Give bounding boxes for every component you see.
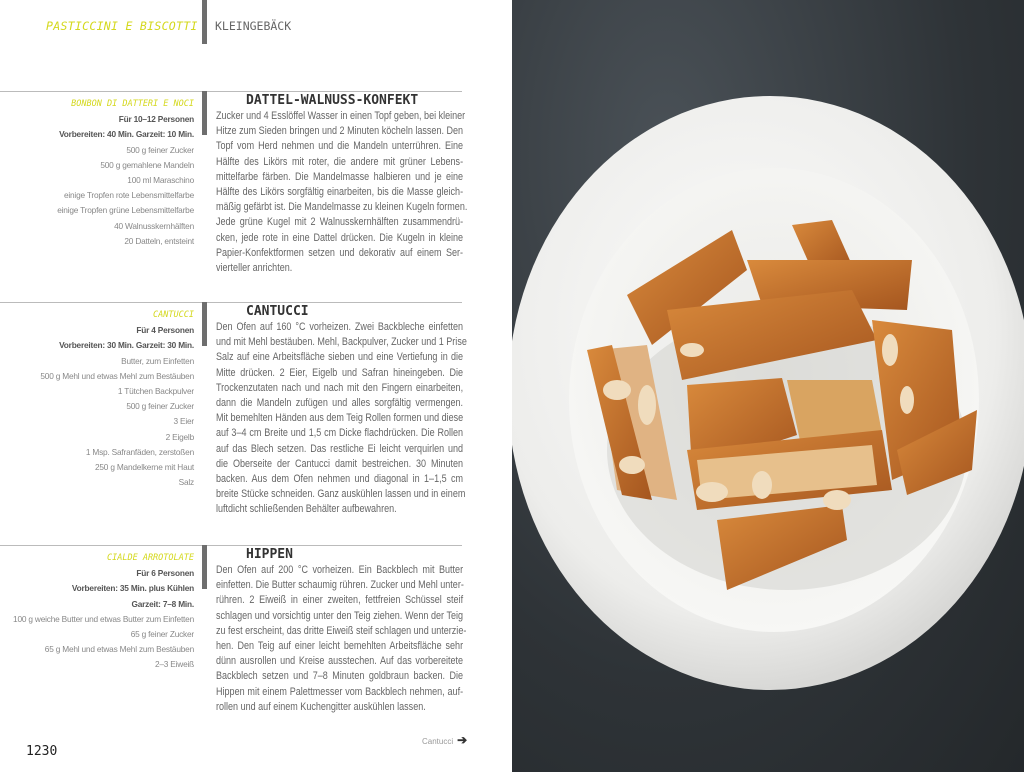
instruction-line: dann die Mandeln zufügen und alles sorgfältig vermengen. — [216, 397, 464, 410]
instruction-line: Den Ofen auf 160 °C vorheizen. Zwei Backbleche einfetten — [216, 321, 464, 333]
instruction-line: Mit bemehlten Händen aus dem Teig Rollen formen und diese — [216, 412, 464, 425]
instruction-line: cken, jede rote in eine Dattel drücken. Die Kugeln in kleine — [216, 231, 464, 244]
ingredient: 500 g gemahlene Mandeln — [100, 159, 194, 170]
ingredient: Salz — [178, 477, 194, 488]
recipe-info: Vorbereiten: 40 Min. Garzeit: 10 Min. — [59, 129, 194, 140]
arrow-right-icon: ➔ — [457, 733, 468, 747]
instruction-line: Jede grüne Kugel mit 2 Walnusskernhälften zusammendrü- — [216, 216, 464, 229]
recipe-info: Garzeit: 7–8 Min. — [131, 598, 194, 609]
recipe-info: Vorbereiten: 30 Min. Garzeit: 30 Min. — [59, 340, 194, 351]
instruction-line: backen. Aus dem Ofen nehmen und diagonal in 1–1,5 cm — [216, 473, 464, 486]
recipe-divider — [0, 302, 462, 303]
section-title-german: KLEINGEBÄCK — [215, 19, 292, 33]
instruction-line: Papier-Konfektformen setzen und dekorativ auf einem Ser- — [216, 246, 464, 259]
instruction-line: Den Ofen auf 200 °C vorheizen. Ein Backblech mit Butter — [216, 564, 464, 576]
ingredient: 40 Walnusskernhälften — [114, 220, 194, 231]
next-recipe-link[interactable] — [422, 733, 467, 747]
instruction-line: Hitze zum Sieden bringen und 2 Minuten köcheln lassen. Den — [216, 125, 464, 138]
instruction-line: rollen und auf einem Kuchengitter auskühlen lassen. — [216, 700, 426, 713]
recipe-title: CANTUCCI — [246, 304, 309, 319]
recipe-divider — [0, 545, 462, 546]
ingredient: 2 Eigelb — [165, 431, 194, 442]
header-divider — [202, 0, 207, 44]
instruction-line: Salz auf eine Arbeitsfläche sieben und eine Vertiefung in die — [216, 351, 464, 364]
instruction-line: Zucker und 4 Esslöffel Wasser in einen Topf geben, bei kleiner — [216, 110, 466, 122]
ingredient: einige Tropfen grüne Lebensmittelfarbe — [57, 205, 194, 216]
instruction-line: rühren. 2 Eiweiß in einer zweiten, fettfreien Schüssel steif — [216, 594, 464, 607]
instruction-line: auf das Blech setzen. Das restliche Ei leicht verquirlen und — [216, 442, 464, 455]
ingredient: 1 Tütchen Backpulver — [117, 386, 194, 397]
ingredient: 100 g weiche Butter und etwas Butter zum Einfetten — [13, 613, 194, 624]
ingredients-column — [0, 308, 194, 490]
instruction-line: Hippen mit einem Palettmesser vom Backblech nehmen, auf- — [216, 685, 464, 698]
cantucci-bowl-image — [512, 0, 1024, 772]
recipe-bar — [202, 91, 207, 135]
instruction-line: Hälfte des Likörs mit roter, die andere mit grüner Lebens- — [216, 155, 464, 168]
recipe-bar — [202, 545, 207, 589]
instruction-line: Backblech setzen und 7–8 Minuten goldbraun backen. Die — [216, 670, 464, 683]
instruction-line: Trockenzutaten nach und nach mit den Fingern einarbeiten, — [216, 381, 464, 394]
ingredient: 65 g feiner Zucker — [130, 629, 194, 640]
recipe-instructions — [216, 109, 468, 276]
recipe-name-italian: CIALDE ARROTOLATE — [107, 553, 194, 563]
recipe-instructions — [216, 320, 467, 518]
recipe-title: DATTEL-WALNUSS-KONFEKT — [246, 93, 419, 108]
instruction-line: mittelfarbe färben. Die Mandelmasse halbieren und je eine — [216, 170, 464, 183]
instruction-line: die Oberseite der Cantucci damit bestreichen. 30 Minuten — [216, 457, 464, 470]
instruction-line: vierteller anrichten. — [216, 262, 293, 275]
instruction-line: einfetten. Die Butter schaumig rühren. Zucker und Mehl unter- — [216, 579, 464, 592]
ingredient: 1 Msp. Safranfäden, zerstoßen — [85, 446, 194, 457]
recipe-bar — [202, 302, 207, 346]
recipe-info: Für 10–12 Personen — [118, 114, 194, 125]
ingredient: 250 g Mandelkerne mit Haut — [94, 462, 194, 473]
ingredient: 3 Eier — [173, 416, 194, 427]
recipe-info: Für 4 Personen — [136, 325, 194, 336]
instruction-line: auf 3–4 cm Breite und 1,5 cm Dicke flachdrücken. Die Rollen — [216, 427, 464, 440]
ingredient: 2–3 Eiweiß — [154, 659, 194, 670]
instruction-line: mäßig gefärbt ist. Die Mandelmasse zu kleinen Kugeln formen. — [216, 201, 468, 214]
recipe-photo — [512, 0, 1024, 772]
ingredient: 20 Datteln, entsteint — [124, 235, 194, 246]
instruction-line: dünn ausrollen und Kreise ausstechen. Auf das vorbereitete — [216, 655, 464, 668]
instruction-line: breite Stücke schneiden. Ganz auskühlen lassen und in einem — [216, 488, 466, 501]
recipe-divider — [0, 91, 462, 92]
instruction-line: Topf vom Herd nehmen und die Mandeln unterrühren. Eine — [216, 140, 464, 153]
recipe-name-italian: BONBON DI DATTERI E NOCI — [71, 99, 194, 109]
ingredient: 100 ml Maraschino — [127, 175, 194, 186]
instruction-line: luftdicht schließenden Behälter aufbewahren. — [216, 503, 397, 516]
instruction-line: hen. Den Teig auf einer leicht bemehlten Arbeitsfläche sehr — [216, 640, 464, 653]
recipe-name-italian: CANTUCCI — [153, 310, 194, 320]
instruction-line: Mitte drücken. 2 Eier, Eigelb und Safran hineingeben. Die — [216, 366, 464, 379]
instruction-line: schlagen und vorsichtig unter den Teig ziehen. Wenn der Teig — [216, 609, 464, 622]
ingredient: 500 g feiner Zucker — [126, 144, 194, 155]
recipe-title: HIPPEN — [246, 547, 293, 562]
instruction-line: Hälfte des Likörs sorgfältig einarbeiten, bis die Masse gleich- — [216, 186, 464, 199]
ingredient: 500 g feiner Zucker — [126, 401, 194, 412]
ingredient: 500 g Mehl und etwas Mehl zum Bestäuben — [40, 370, 194, 381]
ingredients-column — [0, 97, 194, 249]
ingredient: einige Tropfen rote Lebensmittelfarbe — [63, 190, 194, 201]
instruction-line: zu fest erscheint, das dritte Eiweiß steif schlagen und unterzie- — [216, 624, 467, 637]
ingredient: 65 g Mehl und etwas Mehl zum Bestäuben — [44, 644, 194, 655]
instruction-line: und mit Mehl bestäuben. Mehl, Backpulver, Zucker und 1 Prise — [216, 336, 467, 349]
next-recipe-label: Cantucci — [422, 737, 454, 746]
ingredient: Butter, zum Einfetten — [121, 355, 194, 366]
ingredients-column — [0, 551, 194, 673]
recipe-info: Für 6 Personen — [136, 568, 194, 579]
page-number: 1230 — [26, 744, 58, 759]
section-title-italian: PASTICCINI E BISCOTTI — [46, 19, 198, 33]
recipe-info: Vorbereiten: 35 Min. plus Kühlen — [71, 583, 194, 594]
recipe-instructions — [216, 563, 467, 715]
